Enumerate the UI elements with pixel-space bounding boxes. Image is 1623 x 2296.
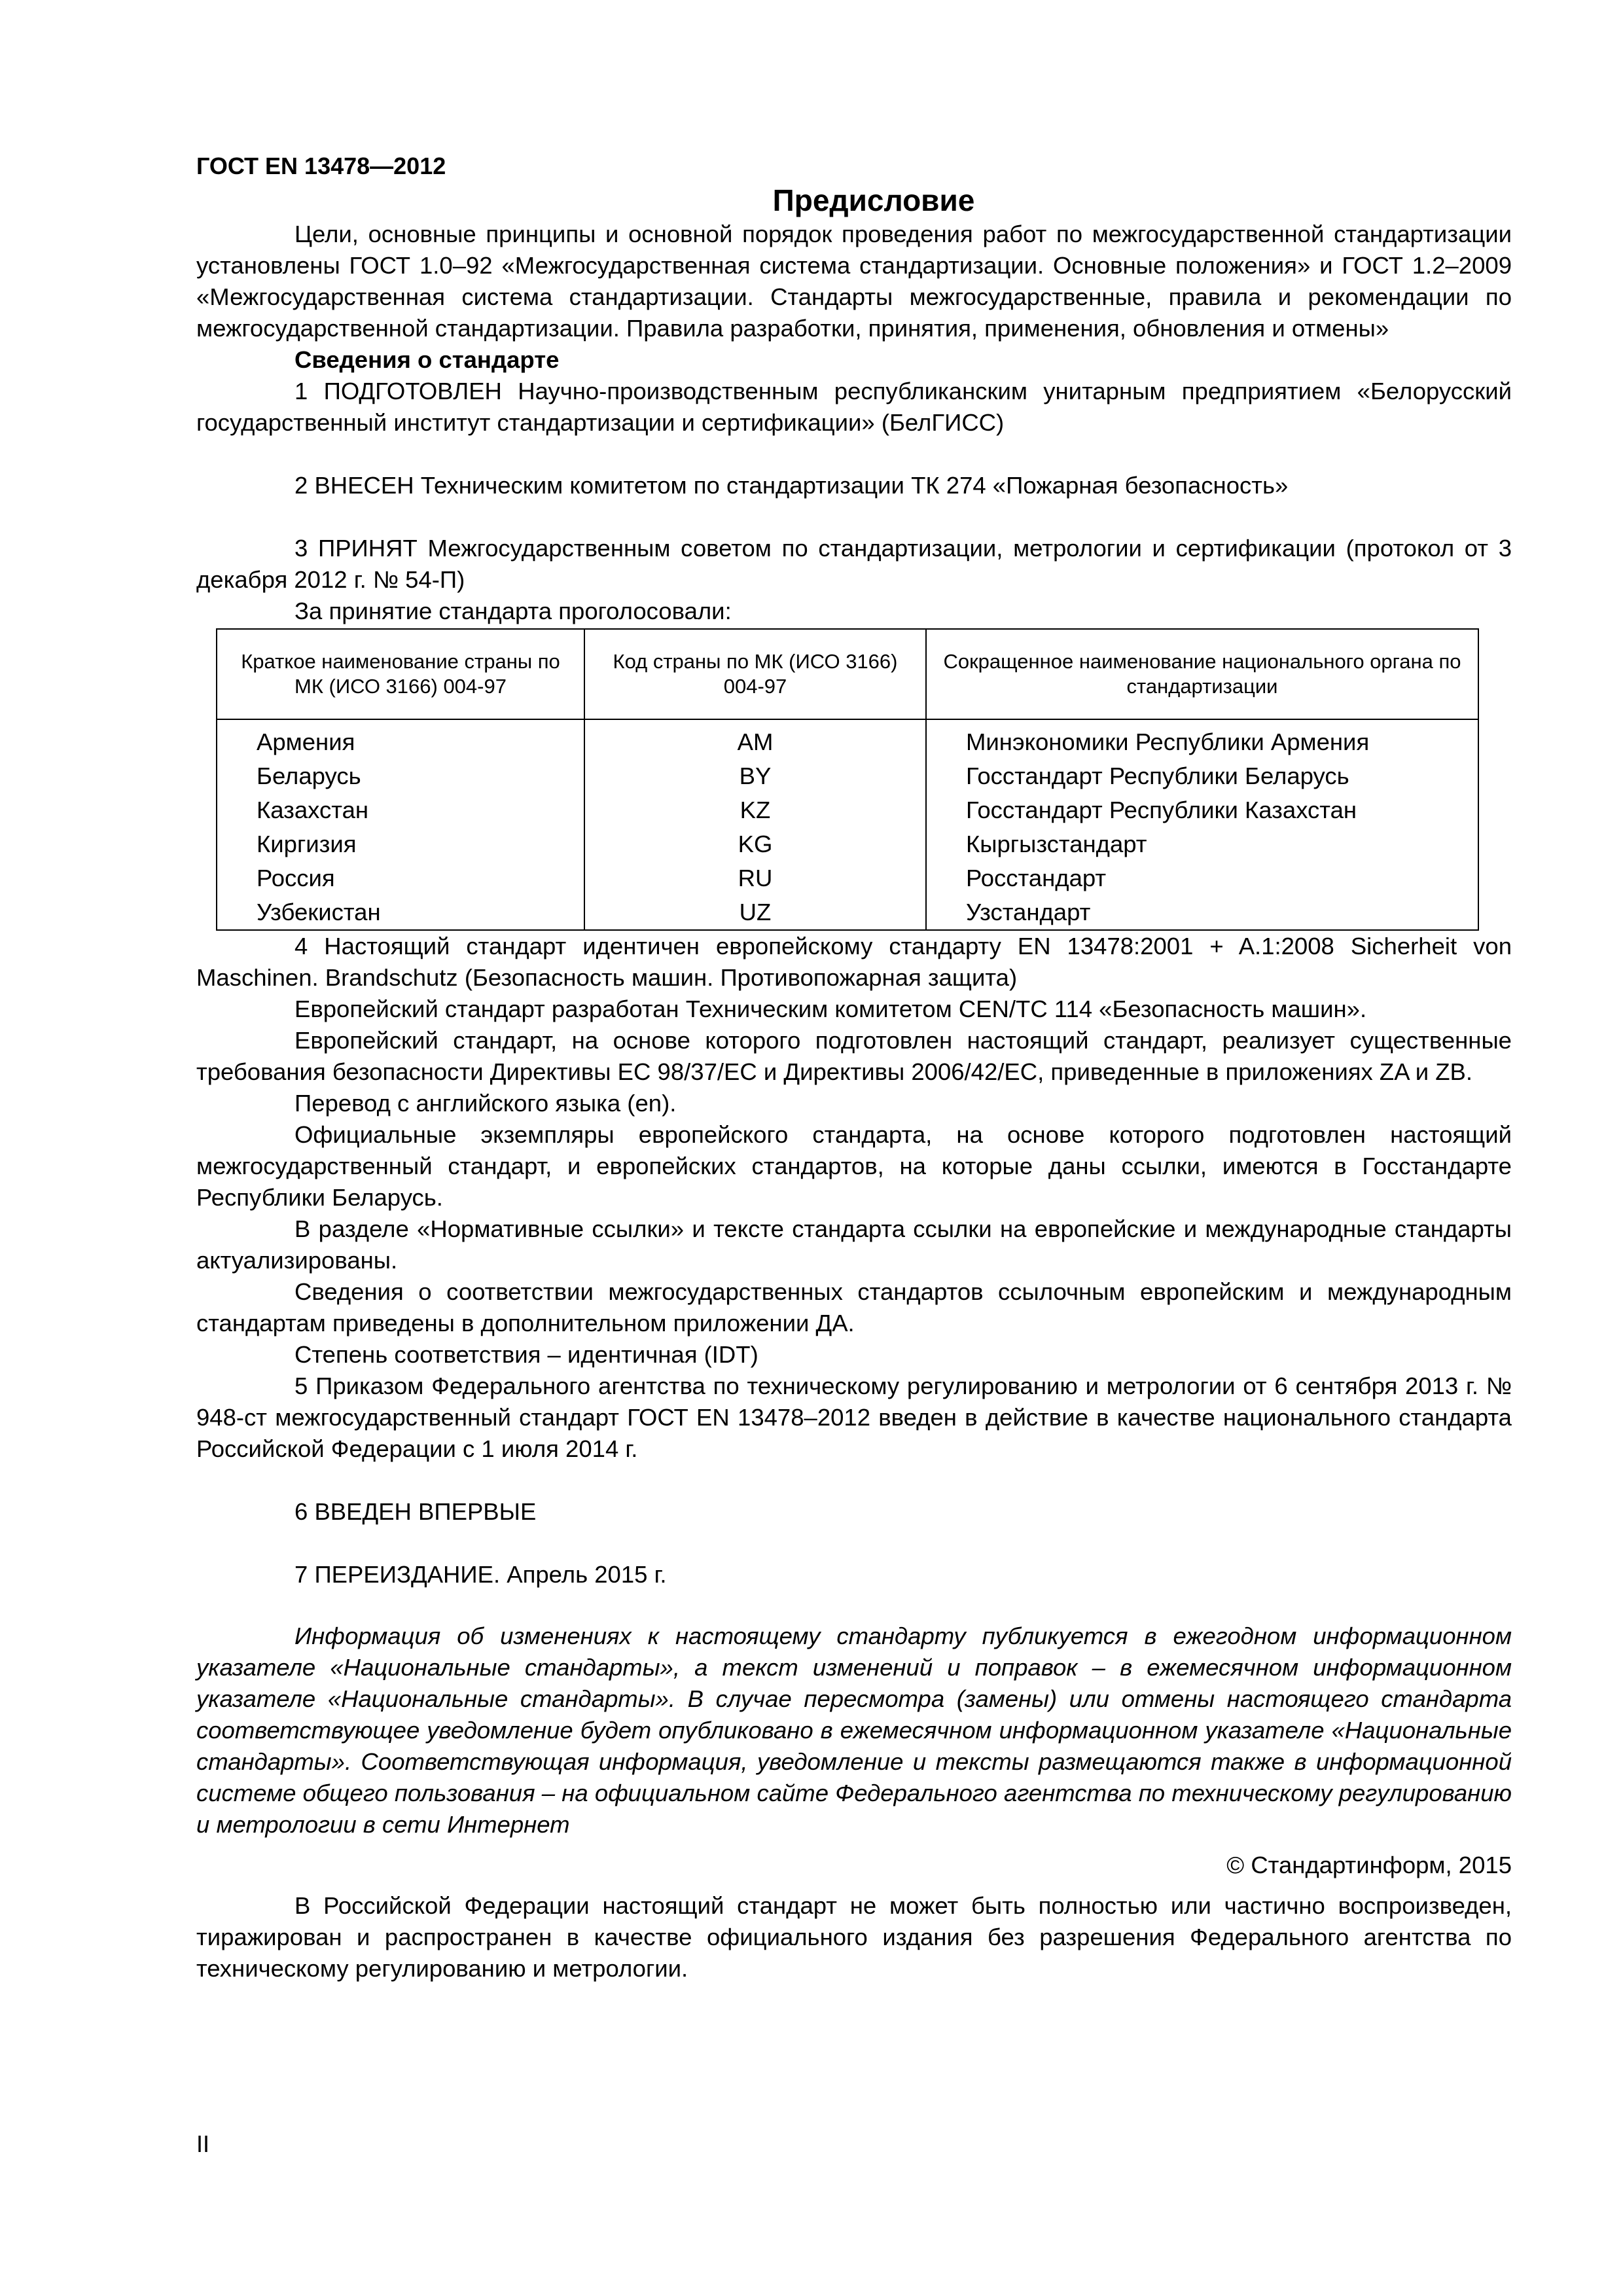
column-header-organ: Сокращенное наименование национального органа по стандартизации <box>926 629 1478 719</box>
item-4-copies-paragraph: Официальные экземпляры европейского стандарта, на основе которого подготовлен настоящий межгосударственный стандарт, и европейских стандартов, на которые даны ссылки, имеются в Госстандарте Республики Беларусь. <box>196 1121 1512 1211</box>
cell-country: Киргизия <box>217 827 584 861</box>
item-4-references-paragraph: В разделе «Нормативные ссылки» и тексте стандарта ссылки на европейские и международные стандарты актуализированы. <box>196 1215 1512 1274</box>
cell-code: RU <box>584 861 926 895</box>
column-header-code: Код страны по МК (ИСО 3166) 004-97 <box>584 629 926 719</box>
item-6-paragraph: 6 ВВЕДЕН ВПЕРВЫЕ <box>294 1498 537 1525</box>
cell-country: Россия <box>217 861 584 895</box>
cell-organ: Госстандарт Республики Беларусь <box>926 759 1478 793</box>
voting-table <box>216 628 1479 931</box>
item-4-paragraph: 4 Настоящий стандарт идентичен европейскому стандарту EN 13478:2001 + A.1:2008 Sicherheit von Maschinen. Brandschutz (Безопасность машин. Противопожарная защита) <box>196 933 1512 991</box>
item-2-paragraph: 2 ВНЕСЕН Техническим комитетом по стандартизации ТК 274 «Пожарная безопасность» <box>294 472 1289 499</box>
page-number: II <box>196 2130 210 2157</box>
cell-organ: Росстандарт <box>926 861 1478 895</box>
item-5-paragraph: 5 Приказом Федерального агентства по техническому регулированию и метрологии от 6 сентября 2013 г. № 948-ст межгосударственный стандарт ГОСТ EN 13478–2012 введен в действие в качестве национального стандарта Российской Федерации с 1 июля 2014 г. <box>196 1372 1512 1462</box>
voted-label: За принятие стандарта проголосовали: <box>294 598 732 624</box>
cell-organ: Минэкономики Республики Армения <box>926 719 1478 759</box>
rights-paragraph: В Российской Федерации настоящий стандарт не может быть полностью или частично воспроизведен, тиражирован и распространен в качестве официального издания без разрешения Федерального агентства по техническому регулированию и метрологии. <box>196 1892 1512 1982</box>
item-4-degree-paragraph: Степень соответствия – идентичная (IDT) <box>294 1341 758 1368</box>
copyright-line: © Стандартинформ, 2015 <box>1226 1852 1512 1878</box>
intro-paragraph: Цели, основные принципы и основной порядок проведения работ по межгосударственной стандартизации установлены ГОСТ 1.0–92 «Межгосударственная система стандартизации. Основные положения» и ГОСТ 1.2–2009 «Межгосударственная система стандартизации. Стандарты межгосударственные, правила и рекомендации по межгосударственной стандартизации. Правила разработки, принятия, применения, обновления и отмены» <box>196 221 1512 342</box>
table-row <box>217 861 1478 895</box>
item-4-directives-paragraph: Европейский стандарт, на основе которого подготовлен настоящий стандарт, реализует существенные требования безопасности Директивы ЕС 98/37/ЕС и Директивы 2006/42/ЕС, приведенные в приложениях ZA и ZB. <box>196 1027 1512 1085</box>
cell-organ: Кыргызстандарт <box>926 827 1478 861</box>
item-7-paragraph: 7 ПЕРЕИЗДАНИЕ. Апрель 2015 г. <box>294 1561 667 1588</box>
cell-code: UZ <box>584 895 926 930</box>
changes-notice-paragraph: Информация об изменениях к настоящему стандарту публикуется в ежегодном информационном указателе «Национальные стандарты», а текст изменений и поправок – в ежемесячном информационном указателе «Национальные стандарты». В случае пересмотра (замены) или отмены настоящего стандарта соответствующее уведомление будет опубликовано в ежемесячном информационном указателе «Национальные стандарты». Соответствующая информация, уведомление и тексты размещаются также в информационной системе общего пользования – на официальном сайте Федерального агентства по техническому регулированию и метрологии в сети Интернет <box>196 1623 1512 1838</box>
document-page <box>196 151 1512 1984</box>
document-code: ГОСТ EN 13478—2012 <box>196 152 446 179</box>
column-header-country: Краткое наименование страны по МК (ИСО 3166) 004-97 <box>217 629 584 719</box>
item-3-paragraph: 3 ПРИНЯТ Межгосударственным советом по стандартизации, метрологии и сертификации (протокол от 3 декабря 2012 г. № 54-П) <box>196 535 1512 593</box>
item-4-translation-paragraph: Перевод с английского языка (en). <box>294 1090 677 1117</box>
page-title: Предисловие <box>772 183 975 217</box>
cell-code: KG <box>584 827 926 861</box>
item-1-paragraph: 1 ПОДГОТОВЛЕН Научно-производственным республиканским унитарным предприятием «Белорусский государственный институт стандартизации и сертификации» (БелГИСС) <box>196 378 1512 436</box>
table-row <box>217 759 1478 793</box>
table-row <box>217 827 1478 861</box>
table-row <box>217 793 1478 827</box>
cell-organ: Узстандарт <box>926 895 1478 930</box>
table-row <box>217 719 1478 759</box>
cell-country: Узбекистан <box>217 895 584 930</box>
table-header-row <box>217 629 1478 719</box>
cell-organ: Госстандарт Республики Казахстан <box>926 793 1478 827</box>
cell-code: KZ <box>584 793 926 827</box>
cell-country: Беларусь <box>217 759 584 793</box>
item-4-developer-paragraph: Европейский стандарт разработан Техническим комитетом CEN/TC 114 «Безопасность машин». <box>294 996 1367 1022</box>
cell-code: BY <box>584 759 926 793</box>
item-4-correspondence-paragraph: Сведения о соответствии межгосударственных стандартов ссылочным европейским и международным стандартам приведены в дополнительном приложении ДА. <box>196 1278 1512 1336</box>
table-row <box>217 895 1478 930</box>
cell-country: Армения <box>217 719 584 759</box>
cell-country: Казахстан <box>217 793 584 827</box>
info-heading: Сведения о стандарте <box>294 346 560 373</box>
cell-code: AM <box>584 719 926 759</box>
